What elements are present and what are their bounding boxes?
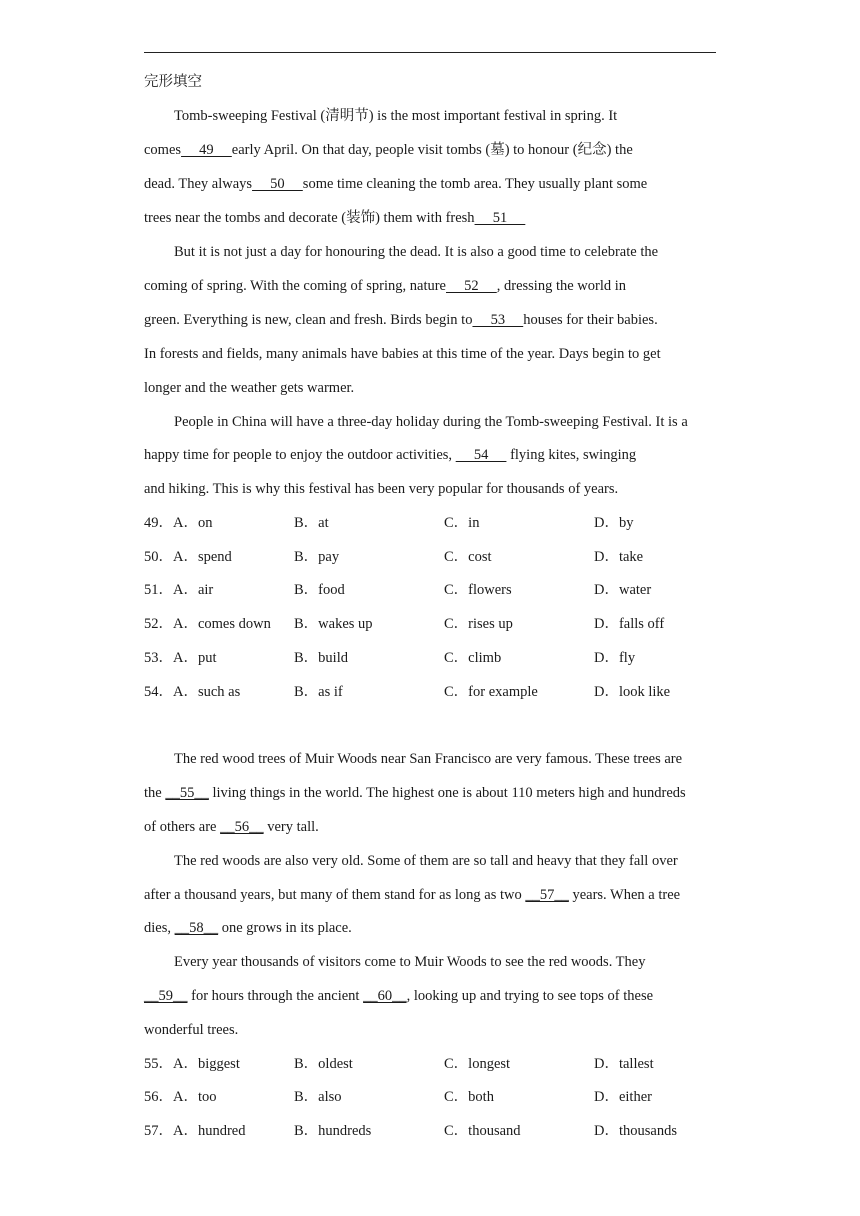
header-rule	[144, 52, 716, 53]
question-52-option-b: B．wakes up	[294, 616, 373, 632]
passage1-line: comes 49 early April. On that day, people visit tombs (墓) to honour (纪念) the	[144, 142, 633, 158]
question-51-option-d: D．water	[594, 582, 652, 598]
question-50-option-d: D．take	[594, 549, 644, 565]
blank-58: __58__	[174, 920, 219, 936]
question-49-option-b: B．at	[294, 515, 329, 531]
blank-57: __57__	[525, 887, 569, 903]
blank-60: __60__	[363, 988, 407, 1004]
passage2-line: wonderful trees.	[144, 1022, 239, 1038]
question-51-option-c: C．flowers	[444, 582, 512, 598]
passage1-line: dead. They always 50 some time cleaning the tomb area. They usually plant some	[144, 176, 648, 192]
question-54-option-c: C．for example	[444, 684, 538, 700]
question-53-option-b: B．build	[294, 650, 348, 666]
question-53-option-c: C．climb	[444, 650, 502, 666]
blank-50: 50	[252, 176, 303, 192]
question-50-option-b: B．pay	[294, 549, 340, 565]
passage1-line: trees near the tombs and decorate (装饰) them with fresh 51	[144, 210, 526, 226]
question-57-option-d: D．thousands	[594, 1123, 677, 1139]
passage2-line: the __55__ living things in the world. The highest one is about 110 meters high and hundreds	[144, 785, 686, 801]
blank-49: 49	[181, 142, 232, 158]
question-49-option-a: 49．A．on	[144, 515, 213, 531]
passage1-line: People in China will have a three-day holiday during the Tomb-sweeping Festival. It is a	[174, 414, 688, 430]
passage2-line: after a thousand years, but many of them stand for as long as two __57__ years. When a tree	[144, 887, 681, 903]
question-55-option-a: 55．A．biggest	[144, 1056, 240, 1072]
question-56-option-d: D．either	[594, 1089, 652, 1105]
passage1-line: In forests and fields, many animals have babies at this time of the year. Days begin to get	[144, 346, 661, 362]
passage2-line: The red woods are also very old. Some of them are so tall and heavy that they fall over	[174, 853, 678, 869]
blank-59: __59__	[144, 988, 188, 1004]
question-50-option-a: 50．A．spend	[144, 549, 232, 565]
passage1-line: But it is not just a day for honouring the dead. It is also a good time to celebrate the	[174, 244, 659, 260]
question-50-option-c: C．cost	[444, 549, 492, 565]
question-51-option-b: B．food	[294, 582, 345, 598]
passage2-line: Every year thousands of visitors come to Muir Woods to see the red woods. They	[174, 954, 646, 970]
passage1-line: green. Everything is new, clean and fresh. Birds begin to 53 houses for their babies.	[144, 312, 658, 328]
blank-53: 53	[472, 312, 524, 328]
passage2-line: __59__ for hours through the ancient __60__, looking up and trying to see tops of these	[144, 988, 654, 1004]
passage1-line: and hiking. This is why this festival has been very popular for thousands of years.	[144, 481, 619, 497]
blank-52: 52	[446, 278, 497, 294]
question-49-option-d: D．by	[594, 515, 634, 531]
passage1-line: longer and the weather gets warmer.	[144, 380, 355, 396]
question-54-option-b: B．as if	[294, 684, 343, 700]
question-56-option-a: 56．A．too	[144, 1089, 217, 1105]
passage2-line: dies, __58__ one grows in its place.	[144, 920, 352, 936]
question-49-option-c: C．in	[444, 515, 480, 531]
question-57-option-c: C．thousand	[444, 1123, 521, 1139]
question-55-option-d: D．tallest	[594, 1056, 654, 1072]
blank-56: __56__	[220, 819, 264, 835]
question-56-option-c: C．both	[444, 1089, 494, 1105]
passage1-line: coming of spring. With the coming of spring, nature 52 , dressing the world in	[144, 278, 627, 294]
question-51-option-a: 51．A．air	[144, 582, 214, 598]
question-57-option-b: B．hundreds	[294, 1123, 372, 1139]
section-title: 完形填空	[144, 74, 202, 90]
question-52-option-d: D．falls off	[594, 616, 665, 632]
passage1-line: happy time for people to enjoy the outdoor activities, 54 flying kites, swinging	[144, 447, 637, 463]
passage1-line: Tomb-sweeping Festival (清明节) is the most important festival in spring. It	[174, 108, 618, 124]
blank-54: 54	[455, 447, 507, 463]
passage2-line: The red wood trees of Muir Woods near San Francisco are very famous. These trees are	[174, 751, 683, 767]
passage2-line: of others are __56__ very tall.	[144, 819, 319, 835]
question-52-option-c: C．rises up	[444, 616, 513, 632]
question-52-option-a: 52．A．comes down	[144, 616, 271, 632]
question-54-option-d: D．look like	[594, 684, 671, 700]
question-53-option-d: D．fly	[594, 650, 636, 666]
question-54-option-a: 54．A．such as	[144, 684, 241, 700]
blank-55: __55__	[165, 785, 209, 801]
question-57-option-a: 57．A．hundred	[144, 1123, 246, 1139]
blank-51: 51	[474, 210, 526, 226]
question-56-option-b: B．also	[294, 1089, 342, 1105]
question-55-option-b: B．oldest	[294, 1056, 353, 1072]
question-53-option-a: 53．A．put	[144, 650, 217, 666]
question-55-option-c: C．longest	[444, 1056, 511, 1072]
